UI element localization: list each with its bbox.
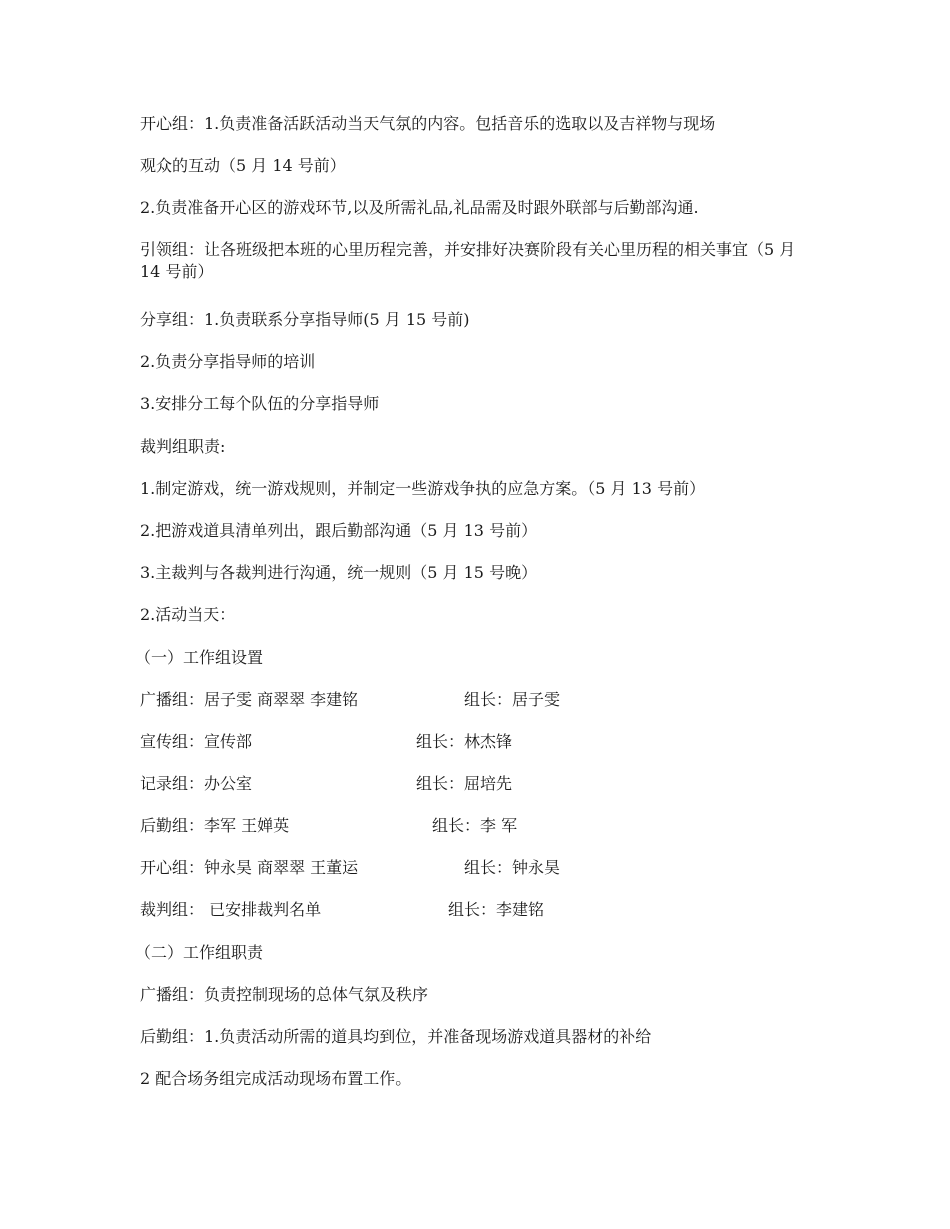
logistics-duty-1: 后勤组：1.负责活动所需的道具均到位，并准备现场游戏道具器材的补给 (140, 1027, 652, 1046)
group-leader: 组长：屈培先 (416, 774, 513, 793)
group-row-publicity (140, 731, 840, 753)
groups-duty-heading: （二）工作组职责 (135, 943, 264, 962)
group-leader: 组长：居子雯 (464, 690, 561, 709)
happy-group-line-2: 观众的互动（5 月 14 号前） (140, 156, 346, 175)
group-leader: 组长：林杰锋 (416, 732, 513, 751)
guide-group-duty: 引领组：让各班级把本班的心里历程完善，并安排好决赛阶段有关心里历程的相关事宜（5 月 14 号前） (140, 240, 796, 281)
referee-item-3: 3.主裁判与各裁判进行沟通，统一规则（5 月 15 号晚） (140, 563, 538, 582)
happy-group-item-2: 2.负责准备开心区的游戏环节,以及所需礼品,礼品需及时跟外联部与后勤部沟通. (140, 198, 699, 217)
group-members: 广播组：居子雯 商翠翠 李建铭 (140, 690, 359, 709)
referee-item-1: 1.制定游戏，统一游戏规则，并制定一些游戏争执的应急方案。（5 月 13 号前） (140, 479, 706, 498)
group-leader: 组长：李建铭 (448, 900, 545, 919)
groups-setup-heading: （一）工作组设置 (135, 648, 264, 667)
group-members: 记录组：办公室 (140, 774, 253, 793)
group-leader: 组长：钟永昊 (464, 858, 561, 877)
group-row-happy (140, 857, 840, 879)
group-row-referee (140, 899, 840, 921)
group-members: 后勤组：李军 王婵英 (140, 816, 290, 835)
logistics-duty-2: 2 配合场务组完成活动现场布置工作。 (140, 1069, 412, 1088)
share-group-item-3: 3.安排分工每个队伍的分享指导师 (140, 394, 380, 413)
group-members: 开心组：钟永昊 商翠翠 王董运 (140, 858, 359, 877)
share-group-item-2: 2.负责分享指导师的培训 (140, 352, 316, 371)
activity-day-heading: 2.活动当天： (140, 605, 236, 624)
happy-group-line-1: 开心组：1.负责准备活跃活动当天气氛的内容。包括音乐的选取以及吉祥物与现场 (140, 114, 716, 133)
share-group-item-1: 分享组：1.负责联系分享指导师(5 月 15 号前) (140, 310, 470, 329)
group-row-broadcast (140, 689, 840, 711)
group-row-record (140, 773, 840, 795)
group-row-logistics (140, 815, 840, 837)
referee-heading: 裁判组职责: (140, 437, 226, 456)
broadcast-duty: 广播组：负责控制现场的总体气氛及秩序 (140, 985, 429, 1004)
referee-item-2: 2.把游戏道具清单列出，跟后勤部沟通（5 月 13 号前） (140, 521, 538, 540)
group-members: 裁判组： 已安排裁判名单 (140, 900, 322, 919)
group-members: 宣传组：宣传部 (140, 732, 253, 751)
group-leader: 组长：李 军 (432, 816, 518, 835)
